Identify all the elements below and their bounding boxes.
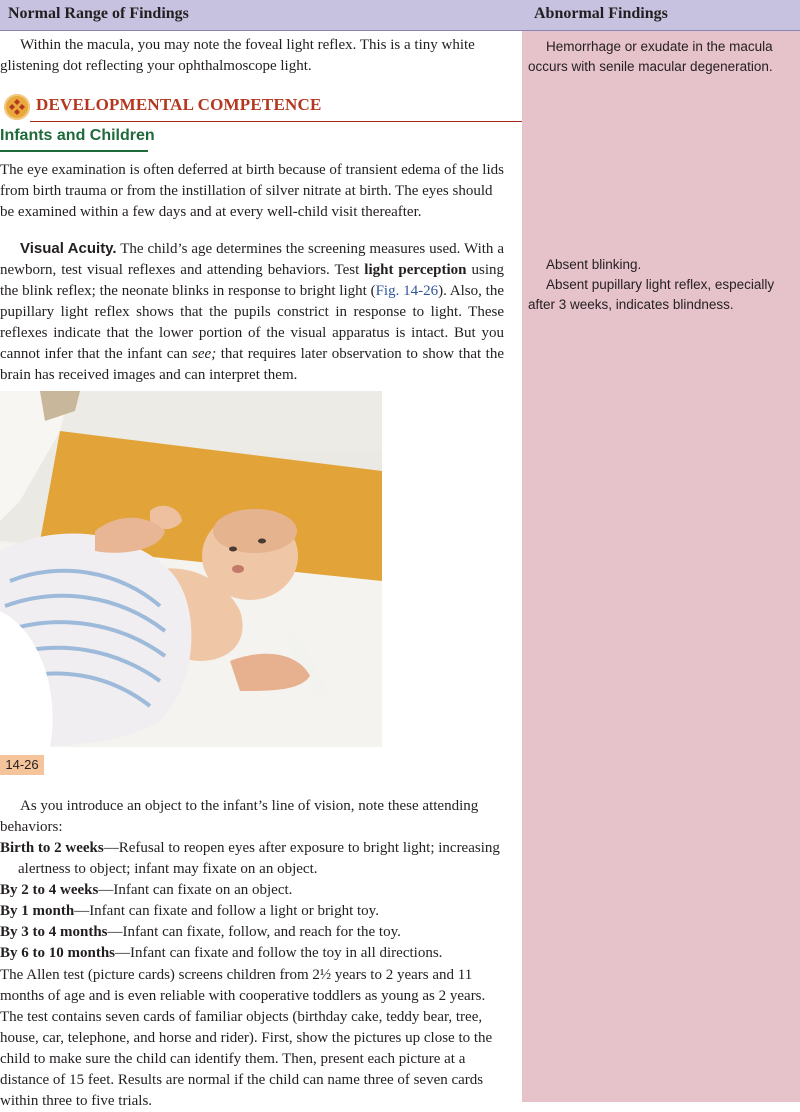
- abnormal-pupillary-text: Absent pupillary light reflex, especially after 3 weeks, indicates blindness.: [528, 277, 775, 312]
- figure-link[interactable]: Fig. 14-26: [375, 283, 439, 299]
- exam-timing-paragraph: The eye examination is often deferred at birth because of transient edema of the lids from birth trauma or from the instillation of silver nitrate at birth. The eyes should be examined within a few days and at every well-child visit thereafter.: [0, 162, 504, 220]
- allen-test-paragraph: The Allen test (picture cards) screens children from 2½ years to 2 years and 11 months of age and is even reliable with cooperative toddlers as young as 2 years. The test contains seven cards of familiar objects (birthday cake, teddy bear, tree, house, car, telephone, and horse and rider). First, show the pictures up close to the child to make sure the child can identify them. Then, present each picture at a distance of 15 feet. Results are normal if the child can name three of seven cards within three to five trials.: [0, 967, 493, 1109]
- visual-acuity-paragraph: Visual Acuity. The child’s age determines the screening measures used. With a newborn, test visual reflexes and attending behaviors. Test light perception using the blink reflex; the neonate blinks in response to bright light (Fig. 14-26). Also, the pupillary light reflex shows that the pupils constrict in response to light. These reflexes indicate that the lower portion of the visual apparatus is intact. But you cannot infer that the infant can see; that requires later observation to show that the brain has received images and can interpret them.: [0, 240, 504, 383]
- abnormal-blinking-text: Absent blinking.: [546, 257, 642, 272]
- visual-acuity-label: Visual Acuity.: [20, 240, 117, 257]
- milestone-item: By 3 to 4 months—Infant can fixate, follow, and reach for the toy.: [0, 924, 401, 940]
- abnormal-macula-text: Hemorrhage or exudate in the macula occurs with senile macular degeneration.: [528, 39, 773, 74]
- section-divider: [30, 121, 522, 122]
- abnormal-findings-heading: Abnormal Findings: [534, 5, 668, 22]
- milestone-item: Birth to 2 weeks—Refusal to reopen eyes after exposure to bright light; increasing alertness to object; infant may fixate on an object.: [0, 840, 500, 877]
- subsection-underline: [0, 150, 148, 152]
- attending-intro: As you introduce an object to the infant’s line of vision, note these attending behaviors:: [0, 798, 479, 835]
- column-header-bar: [0, 0, 800, 31]
- macula-paragraph: Within the macula, you may note the foveal light reflex. This is a tiny white glistening dot reflecting your ophthalmoscope light.: [0, 37, 475, 74]
- section-title: DEVELOPMENTAL COMPETENCE: [36, 95, 322, 114]
- milestone-item: By 2 to 4 weeks—Infant can fixate on an object.: [0, 882, 293, 898]
- normal-range-heading: Normal Range of Findings: [8, 5, 189, 22]
- figure-label: 14-26: [0, 755, 44, 775]
- milestone-item: By 6 to 10 months—Infant can fixate and follow the toy in all directions.: [0, 945, 443, 961]
- diamond-ornament-icon: [4, 94, 30, 120]
- milestone-list: [0, 838, 508, 964]
- infant-photo: [0, 391, 382, 747]
- subsection-title: Infants and Children: [0, 127, 155, 144]
- milestone-item: By 1 month—Infant can fixate and follow a light or bright toy.: [0, 903, 379, 919]
- abnormal-findings-column: [522, 30, 800, 1102]
